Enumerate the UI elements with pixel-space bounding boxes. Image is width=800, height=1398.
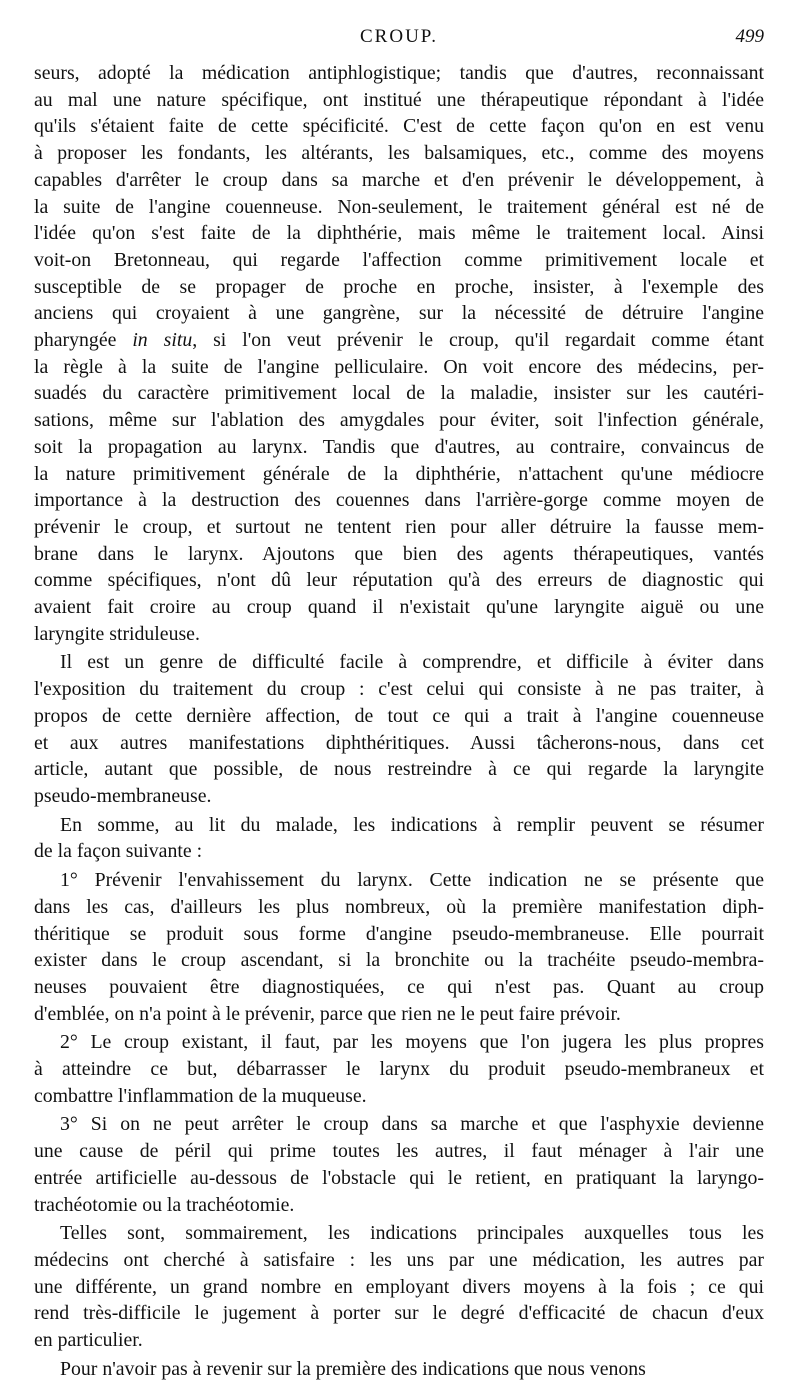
text-line: article, autant que possible, de nous restreindre à ce qui regarde la laryngite — [34, 758, 764, 781]
text-line: à atteindre ce but, débarrasser le larynx du produit pseudo-membraneux et — [34, 1058, 764, 1081]
text-line: Il est un genre de difficulté facile à comprendre, et difficile à éviter dans — [60, 651, 764, 674]
paragraph-p5 — [34, 1029, 764, 1109]
text-line: une différente, un grand nombre en employant divers moyens à la fois ; ce qui — [34, 1275, 764, 1298]
paragraph-p3 — [34, 812, 764, 865]
running-header — [34, 26, 764, 56]
text-line: brane dans le larynx. Ajoutons que bien des agents thérapeutiques, vantés — [34, 542, 764, 565]
text-line: de la façon suivante : — [34, 840, 203, 863]
text-line: sations, même sur l'ablation des amygdales pour éviter, soit l'infection générale, — [34, 409, 764, 432]
text-line: entrée artificielle au-dessous de l'obstacle qui le retient, en pratiquant la laryngo- — [34, 1166, 764, 1189]
text-line: à proposer les fondants, les altérants, les balsamiques, etc., comme des moyens — [34, 142, 764, 165]
text-line: et aux autres manifestations diphthéritiques. Aussi tâcherons-nous, dans cet — [34, 731, 764, 754]
text-line: médecins ont cherché à satisfaire : les uns par une médication, les autres par — [34, 1248, 764, 1271]
text-line: exister dans le croup ascendant, si la bronchite ou la trachéite pseudo-membra- — [34, 949, 764, 972]
paragraph-p8 — [34, 1356, 764, 1383]
paragraph-p2 — [34, 649, 764, 809]
text-line: combattre l'inflammation de la muqueuse. — [34, 1084, 367, 1107]
paragraph-p4 — [34, 867, 764, 1027]
text-line: suadés du caractère primitivement local de la maladie, insister sur les cautéri- — [34, 382, 764, 405]
text-line: voit-on Bretonneau, qui regarde l'affection comme primitivement locale et — [34, 248, 764, 271]
text-line: la règle à la suite de l'angine pelliculaire. On voit encore des médecins, per- — [34, 355, 764, 378]
paragraph-p1 — [34, 60, 764, 647]
text-line: En somme, au lit du malade, les indications à remplir peuvent se résumer — [60, 813, 764, 836]
text-line: théritique se produit sous forme d'angine pseudo-membraneuse. Elle pourrait — [34, 922, 764, 945]
text-line: l'idée qu'on s'est faite de la diphthérie, mais même le traitement local. Ainsi — [34, 222, 764, 245]
text-line: 1° Prévenir l'envahissement du larynx. Cette indication ne se présente que — [60, 869, 764, 892]
text-line: une cause de péril qui prime toutes les autres, il faut ménager à l'air une — [34, 1140, 764, 1163]
text-line: neuses pouvaient être diagnostiquées, ce qui n'est pas. Quant au croup — [34, 975, 764, 998]
page-body — [34, 60, 764, 1382]
text-line: pseudo-membraneuse. — [34, 784, 212, 807]
text-line: importance à la destruction des couennes dans l'arrière-gorge comme moyen de — [34, 489, 764, 512]
text-line: 2° Le croup existant, il faut, par les moyens que l'on jugera les plus propres — [60, 1031, 764, 1054]
text-line: dans les cas, d'ailleurs les plus nombreux, où la première manifestation diph- — [34, 895, 764, 918]
text-line: soit la propagation au larynx. Tandis que d'autres, au contraire, convaincus de — [34, 435, 764, 458]
text-line: la suite de l'angine couenneuse. Non-seulement, le traitement général est né de — [34, 195, 764, 218]
running-title: CROUP. — [360, 26, 438, 47]
text-line: au mal une nature spécifique, ont institué une thérapeutique répondant à l'idée — [34, 88, 764, 111]
text-line: pharyngée in situ, si l'on veut prévenir le croup, qu'il regardait comme étant — [34, 329, 764, 352]
paragraph-p7 — [34, 1220, 764, 1354]
text-line: Telles sont, sommairement, les indications principales auxquelles tous les — [60, 1222, 764, 1245]
text-line: Pour n'avoir pas à revenir sur la première des indications que nous venons — [60, 1357, 646, 1380]
text-line: anciens qui croyaient à une gangrène, sur la nécessité de détruire l'angine — [34, 302, 764, 325]
text-line: qu'ils s'étaient faite de cette spécificité. C'est de cette façon qu'on en est venu — [34, 115, 764, 138]
page-number: 499 — [735, 26, 764, 47]
text-line: la nature primitivement générale de la diphthérie, n'attachent qu'une médiocre — [34, 462, 764, 485]
text-line: avaient fait croire au croup quand il n'existait qu'une laryngite aiguë ou une — [34, 596, 764, 619]
text-line: propos de cette dernière affection, de tout ce qui a trait à l'angine couenneuse — [34, 704, 764, 727]
text-line: capables d'arrêter le croup dans sa marche et d'en prévenir le développement, à — [34, 168, 764, 191]
text-line: d'emblée, on n'a point à le prévenir, parce que rien ne le peut faire prévoir. — [34, 1002, 621, 1025]
paragraph-p6 — [34, 1111, 764, 1218]
italic-term: in situ — [132, 329, 193, 352]
text-line: 3° Si on ne peut arrêter le croup dans sa marche et que l'asphyxie devienne — [60, 1113, 764, 1136]
text-line: seurs, adopté la médication antiphlogistique; tandis que d'autres, reconnaissant — [34, 62, 764, 84]
text-line: rend très-difficile le jugement à porter sur le degré d'efficacité de chacun d'eux — [34, 1302, 764, 1325]
text-line: l'exposition du traitement du croup : c'est celui qui consiste à ne pas traiter, à — [34, 678, 764, 701]
text-line: prévenir le croup, et surtout ne tentent rien pour aller détruire la fausse mem- — [34, 515, 764, 538]
text-line: laryngite striduleuse. — [34, 622, 200, 645]
text-line: susceptible de se propager de proche en proche, insister, à l'exemple des — [34, 275, 764, 298]
text-line: en particulier. — [34, 1329, 143, 1352]
text-line: comme spécifiques, n'ont dû leur réputation qu'à des erreurs de diagnostic qui — [34, 569, 764, 592]
text-line: trachéotomie ou la trachéotomie. — [34, 1193, 295, 1216]
